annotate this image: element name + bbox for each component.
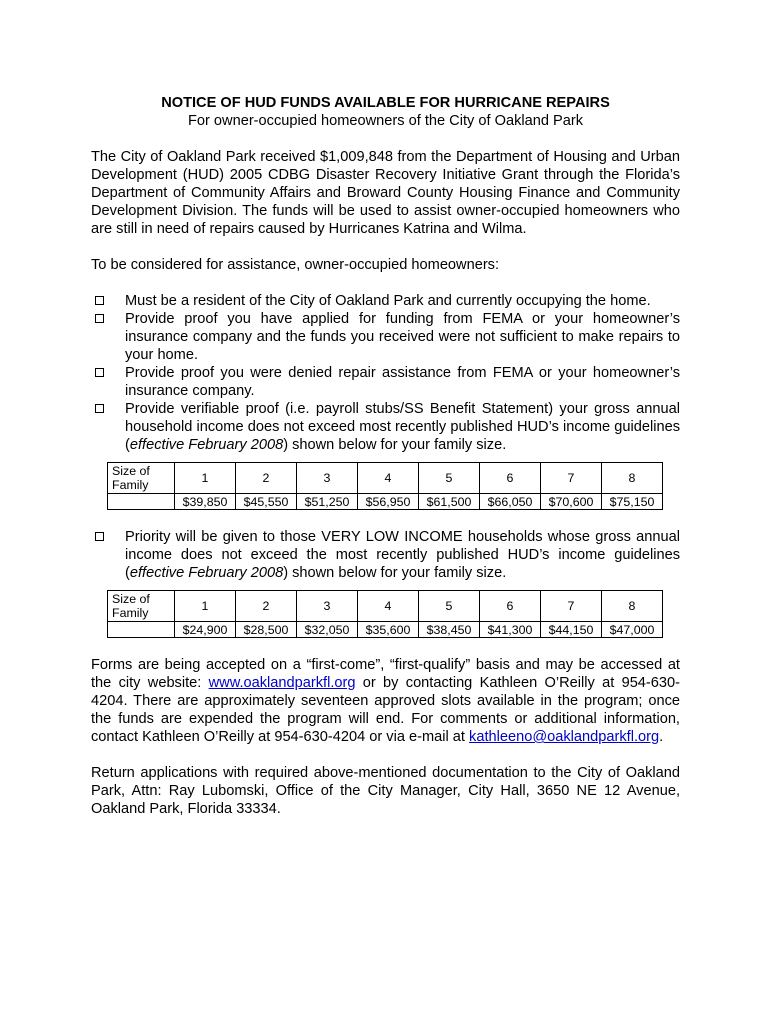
return-paragraph: Return applications with required above-mentioned documentation to the City of Oakland Park, Attn: Ray Lubomski, Office of the City Manager, City Hall, 3650 NE 12 Avenue, Oakland Park, Florida 33334.	[91, 765, 680, 817]
table-cell: 4	[358, 463, 419, 494]
priority-text: Priority will be given to those VERY LOW INCOME households whose gross annual income does not exceed the most recently published HUD’s income guidelines (	[125, 529, 680, 581]
forms-paragraph	[91, 656, 680, 746]
website-link[interactable]: www.oaklandparkfl.org	[208, 675, 356, 691]
table-cell: 5	[419, 463, 480, 494]
list-item	[91, 292, 680, 310]
forms-text: .	[659, 729, 664, 745]
table-cell: $32,050	[297, 622, 358, 638]
table-cell	[108, 622, 175, 638]
table-cell: $61,500	[419, 494, 480, 510]
table-cell: 4	[358, 591, 419, 622]
table-cell: $47,000	[602, 622, 663, 638]
forms-text: Forms are being accepted on a “first-come”, “first-qualify” basis and may be accessed at the city website:	[91, 657, 680, 691]
table-cell: 3	[297, 591, 358, 622]
table-cell: $39,850	[175, 494, 236, 510]
table-cell: $44,150	[541, 622, 602, 638]
criterion-text: ) shown below for your family size.	[283, 437, 507, 453]
table-cell: $75,150	[602, 494, 663, 510]
table-cell	[108, 494, 175, 510]
priority-list	[91, 528, 680, 582]
criterion-text: Must be a resident of the City of Oakland Park and currently occupying the home.	[125, 293, 651, 309]
table-row	[108, 463, 663, 494]
very-low-income-table	[107, 590, 663, 638]
intro-paragraph: The City of Oakland Park received $1,009,848 from the Department of Housing and Urban Development (HUD) 2005 CDBG Disaster Recovery Initiative Grant through the Florida’s Department of Community Affairs and Broward County Housing Finance and Community Development Division. The funds will be used to assist owner-occupied homeowners who are still in need of repairs caused by Hurricanes Katrina and Wilma.	[91, 149, 680, 237]
criterion-text: Provide proof you have applied for funding from FEMA or your homeowner’s insurance company and the funds you received were not sufficient to make repairs to your home.	[125, 311, 680, 363]
table-cell: 2	[236, 591, 297, 622]
table-cell: $28,500	[236, 622, 297, 638]
list-item	[91, 310, 680, 364]
effective-date: effective February 2008	[129, 437, 284, 453]
table-cell: 6	[480, 591, 541, 622]
table-cell: $38,450	[419, 622, 480, 638]
table-cell: $45,550	[236, 494, 297, 510]
list-item	[91, 364, 680, 400]
criteria-list	[91, 292, 680, 454]
table-cell: 5	[419, 591, 480, 622]
checkbox-icon	[95, 368, 104, 377]
table-cell: 6	[480, 463, 541, 494]
table-cell: 7	[541, 591, 602, 622]
list-item	[91, 528, 680, 582]
checkbox-icon	[95, 532, 104, 541]
table-cell: 1	[175, 463, 236, 494]
table-cell: 8	[602, 463, 663, 494]
criteria-lead: To be considered for assistance, owner-occupied homeowners:	[91, 257, 500, 273]
page-subtitle: For owner-occupied homeowners of the City of Oakland Park	[187, 113, 584, 129]
checkbox-icon	[95, 404, 104, 413]
list-item	[91, 400, 680, 454]
table-row	[108, 494, 663, 510]
table-cell: $51,250	[297, 494, 358, 510]
table-cell: $56,950	[358, 494, 419, 510]
table-row	[108, 622, 663, 638]
page-title: NOTICE OF HUD FUNDS AVAILABLE FOR HURRICANE REPAIRS	[161, 95, 610, 111]
table-cell: 1	[175, 591, 236, 622]
forms-text: or by contacting Kathleen O’Reilly at 954-630-4204. There are approximately seventeen approved slots available in the program; once the funds are expended the program will end. For comments or additional information, contact Kathleen O’Reilly at 954-630-4204 or via e-mail at	[91, 675, 680, 745]
checkbox-icon	[95, 314, 104, 323]
table-cell: $66,050	[480, 494, 541, 510]
income-table	[107, 462, 663, 510]
table-cell: $24,900	[175, 622, 236, 638]
size-of-family-header: Size of Family	[108, 591, 175, 622]
checkbox-icon	[95, 296, 104, 305]
table-cell: 3	[297, 463, 358, 494]
table-cell: 7	[541, 463, 602, 494]
email-link[interactable]: kathleeno@oaklandparkfl.org	[469, 729, 660, 745]
priority-text: ) shown below for your family size.	[283, 565, 507, 581]
size-of-family-header: Size of Family	[108, 463, 175, 494]
table-cell: $70,600	[541, 494, 602, 510]
table-cell: 2	[236, 463, 297, 494]
table-row	[108, 591, 663, 622]
table-cell: $35,600	[358, 622, 419, 638]
table-cell: $41,300	[480, 622, 541, 638]
criterion-text: Provide verifiable proof (i.e. payroll stubs/SS Benefit Statement) your gross annual household income does not exceed most recently published HUD’s income guidelines (	[125, 401, 680, 453]
effective-date: effective February 2008	[129, 565, 284, 581]
criterion-text: Provide proof you were denied repair assistance from FEMA or your homeowner’s insurance company.	[125, 365, 680, 399]
table-cell: 8	[602, 591, 663, 622]
